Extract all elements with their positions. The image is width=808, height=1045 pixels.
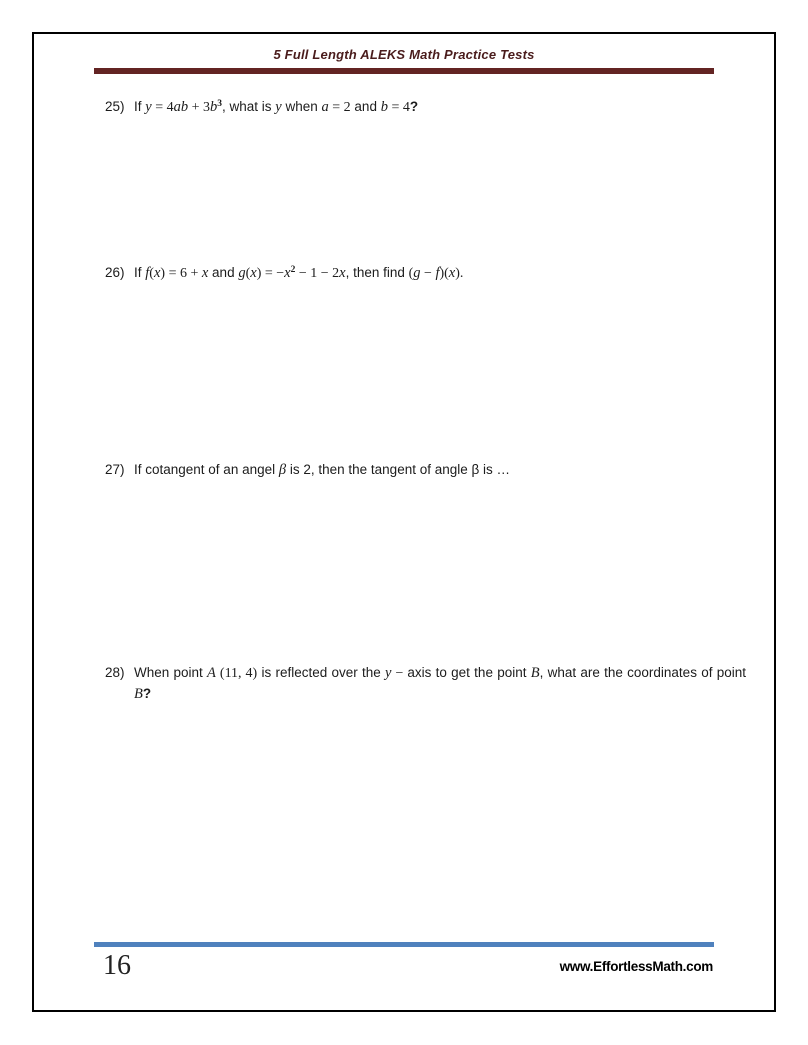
header-rule: [94, 68, 714, 74]
question-28: [105, 663, 746, 704]
question-26: [105, 260, 744, 284]
question-number: 26): [105, 265, 125, 280]
question-number: 28): [105, 665, 125, 680]
question-25: [105, 94, 744, 118]
question-27: [105, 460, 744, 480]
question-text: When point A (11, 4) is reflected over the y − axis to get the point B, what are the coordinates of point B?: [134, 665, 746, 702]
question-text: If f(x) = 6 + x and $g(x) = -x^2 - 1 - 2x$, then find (g − f)(x).: [134, 265, 464, 281]
website-url: www.EffortlessMath.com: [559, 959, 713, 974]
page-border: [32, 32, 776, 1012]
page-number: 16: [103, 950, 131, 981]
page-title: 5 Full Length ALEKS Math Practice Tests: [273, 47, 535, 62]
question-text: If cotangent of an angel β is 2, then the tangent of angle β is …: [134, 462, 511, 478]
footer-rule: [94, 942, 714, 947]
question-number: 25): [105, 99, 125, 114]
question-number: 27): [105, 462, 125, 477]
question-text: If $y = 4ab + 3b^3$, what is y when a = 2 and b = 4?: [134, 99, 419, 115]
